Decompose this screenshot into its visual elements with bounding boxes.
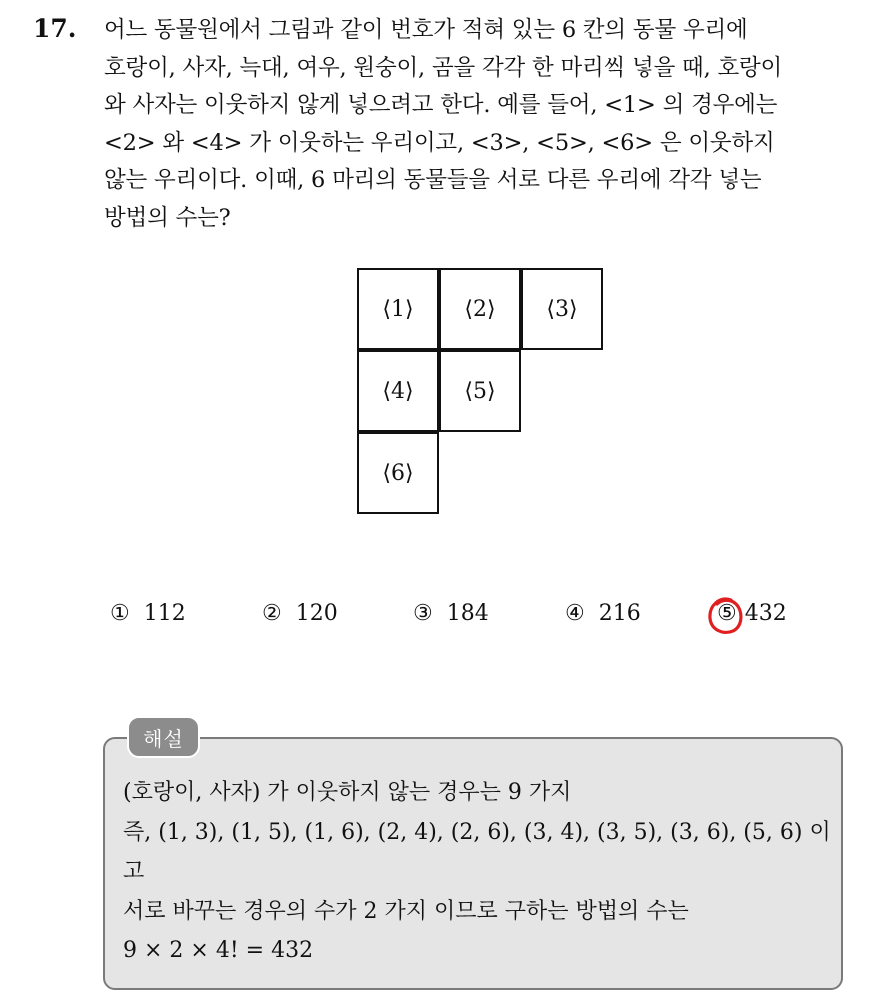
choice-value: 216: [598, 601, 641, 626]
choice-marker: ①: [110, 601, 130, 626]
question-line: <2> 와 <4> 가 이웃하는 우리이고, <3>, <5>, <6> 은 이웃하지: [104, 129, 775, 156]
cage-5: ⟨5⟩: [439, 350, 521, 432]
solution-tab: 해설: [127, 716, 200, 758]
choice-marker: ⑤: [717, 601, 737, 626]
question-number: 17.: [33, 14, 77, 43]
question-line: 와 사자는 이웃하지 않게 넣으려고 한다. 예를 들어, <1> 의 경우에는: [104, 92, 778, 118]
choice-marker: ③: [413, 601, 433, 626]
choice-marker: ②: [262, 601, 282, 626]
choice-2[interactable]: [262, 601, 338, 626]
solution-text: [123, 773, 835, 971]
question-line: 않는 우리이다. 이때, 6 마리의 동물들을 서로 다른 우리에 각각 넣는: [104, 167, 762, 193]
question-line: 방법의 수는?: [104, 204, 231, 231]
answer-choices: [110, 601, 810, 635]
cage-1: ⟨1⟩: [357, 268, 439, 350]
solution-line: 9 × 2 × 4! = 432: [123, 938, 314, 963]
question-line: 어느 동물원에서 그림과 같이 번호가 적혀 있는 6 칸의 동물 우리에: [104, 17, 748, 43]
choice-1[interactable]: [110, 601, 186, 626]
choice-value: 112: [143, 601, 186, 626]
question-text: [104, 12, 864, 237]
solution-line: 즉, (1, 3), (1, 5), (1, 6), (2, 4), (2, 6), (3, 4), (3, 5), (3, 6), (5, 6) 이: [123, 819, 831, 845]
cage-2: ⟨2⟩: [439, 268, 521, 350]
answer-circle-mark: [707, 596, 744, 636]
choice-value: 432: [744, 601, 787, 626]
choice-3[interactable]: [413, 601, 489, 626]
cage-3: ⟨3⟩: [521, 268, 603, 350]
solution-line: 서로 바꾸는 경우의 수가 2 가지 이므로 구하는 방법의 수는: [123, 898, 689, 924]
cage-4: ⟨4⟩: [357, 350, 439, 432]
question-line: 호랑이, 사자, 늑대, 여우, 원숭이, 곰을 각각 한 마리씩 넣을 때, 호랑이: [104, 54, 783, 81]
choice-4[interactable]: [565, 601, 641, 626]
choice-value: 120: [295, 601, 338, 626]
choice-marker: ④: [565, 601, 585, 626]
choice-value: 184: [446, 601, 489, 626]
cage-6: ⟨6⟩: [357, 432, 439, 514]
solution-line: (호랑이, 사자) 가 이웃하지 않는 경우는 9 가지: [123, 780, 572, 805]
solution-line: 고: [123, 859, 145, 884]
